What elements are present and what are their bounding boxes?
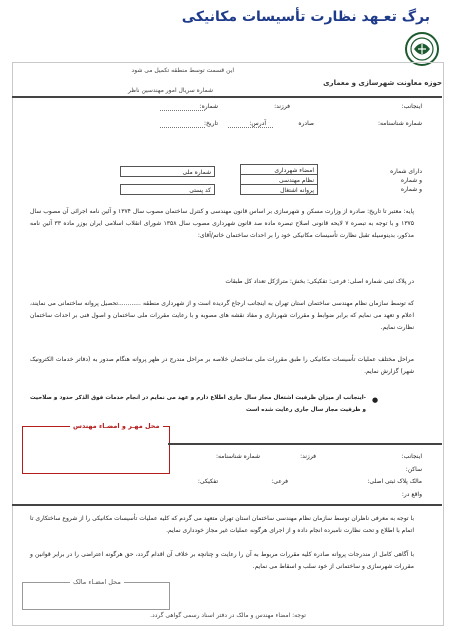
owner-resident: ساکن: [405,466,422,473]
stamp-note: این قسمت توسط منطقه تکمیل می شود [131,67,234,74]
owner-id-number: شماره شناسنامه: [215,453,260,460]
owner-sign-box[interactable] [22,582,170,610]
owner-plot: مالک پلاک ثبتی اصلی: [367,478,422,485]
capacity-statement: -اینجانب از میزان ظرفیت اشتغال مجاز سال جاری اطلاع دارم و عهد می نمایم در انجام خدمات فوق الذکر حدود و صلاحیت و ظرفیت مجاز سال جاری رعایت شده است [30,395,366,413]
number-label: شماره: [199,103,218,110]
owner-intro: اینجانب: [401,453,422,460]
signature-code-cell[interactable]: امضاء شهرداری [240,164,318,175]
section-divider [168,443,442,445]
id-number-label: شماره شناسنامه: [377,120,422,127]
form-frame [12,62,444,626]
owner-commitment-1: با توجه به معرفی ناظران توسط سازمان نظام مهندسی ساختمان استان تهران متعهد می گردم که کلیه عملیات تأسیسات مکانیکی را از شروع ساختکاری تا اتمام با اطلاع و تحت نظارت نامبرده انجام داده و از اجرای هرگونه عملیات غیر مجاز خودداری نمایم. [30,515,414,534]
owner-sub: فرعی: [271,478,288,485]
postal-code-cell[interactable]: کد پستی [120,184,215,195]
engineer-stamp-label: محل مهـر و امضـاء مهندس [70,422,163,430]
serial-label: شماره سریال امور مهندسین ناظر [128,87,213,94]
and-number-label-2: و شماره [400,186,422,193]
engineering-system-cell[interactable]: نظام مهندسی [240,174,318,185]
header-divider [12,96,442,98]
owner-commitment-2: با آگاهی کامل از مندرجات پروانه صادره کلیه مقررات مربوط به آن را رعایت و چنانچه بر خلاف آن اقدام گردد، حق هرگونه اعتراضی را در برابر قوانین و مقررات شهرسازی و ساختمانی از خود سلب و اسقاط می نمایم. [30,551,414,570]
address-field[interactable] [228,127,273,128]
owner-son-of: فرزند: [300,453,316,460]
owner-separation: تفکیکی: [197,478,218,485]
and-number-label: و شماره [400,177,422,184]
commitment-paragraph: پایه: معتبر تا تاریخ: صادره از وزارت مسکن و شهرسازی بر اساس قانون مهندسی و کنترل ساختمان مصوب سال ۱۳۷۴ و آئین نامه اجرائی آن مصوب سال ۱۳۷۵ و با توجه به تبصره ۷ لایحه قانونی اصلاح تبصره ماده صد قانون شهرداری مصوب سال ۱۳۵۸ شورای انقلاب اسلامی ایران بوزر ماده ۳۳ آئین نامه مذکور، بدینوسیله تقبل نظارت تأسیسات مکانیکی خود را بر احداث ساختمان خاتم/آقای: [30,208,414,239]
son-of-label: فرزند: [274,103,290,110]
form-title: برگ تعـهد نظارت تأسیسات مکانیکی [181,9,430,25]
number-field[interactable] [160,110,205,111]
footer-note: توجه: امضاء مهندس و مالک در دفتر اسناد رسمی گواهی گردد. [150,612,306,619]
address-label: آدرس: [249,120,266,127]
referral-paragraph: که توسط سازمان نظام مهندسی ساختمان استان تهران به اینجانب ارجاع گردیده است و از شهرداری منطقه ............تحصیل پروانه ساختمانی می نمایند، اعلام و تعهد می نمایم که برابر ضوابط و مقررات شهرداری و مفاد نقشه های مصوبه و با رعایت مقررات ملی ساختمان و اصول فنی بر احداث ساختمان نظارت نمایم. [30,300,414,331]
org-name: حوزه معاونت شهرسازی و معماری [323,79,442,87]
date-label: تاریخ: [204,120,218,127]
date-field[interactable] [160,127,205,128]
owner-located: واقع در: [401,491,422,498]
holder-label: دارای شماره [390,168,422,175]
national-id-cell[interactable]: شماره ملی [120,166,215,177]
issued-label: صادره [298,120,314,127]
engineer-stamp-box[interactable] [22,426,170,474]
plot-details-line: در پلاک ثبتی شماره اصلی: فرعی: تفکیکی: بخش: متراژکل تعداد کل طبقات [225,278,414,285]
owner-sign-label: محل امضـاء مالک [70,578,124,586]
license-cell[interactable]: پروانه اشتغال [240,184,318,195]
bullet-icon: ● [372,396,379,404]
stages-paragraph: مراحل مختلف عملیات تأسیسات مکانیکی را طبق مقررات ملی ساختمان خلاصه بر مراحل مندرج در ظهر پروانه هنگام صدور به (دفاتر خدمات الکترونیک شهر) گزارش نمایم. [30,356,414,375]
engineer-intro: اینجانب: [401,103,422,110]
owner-divider [12,504,442,506]
